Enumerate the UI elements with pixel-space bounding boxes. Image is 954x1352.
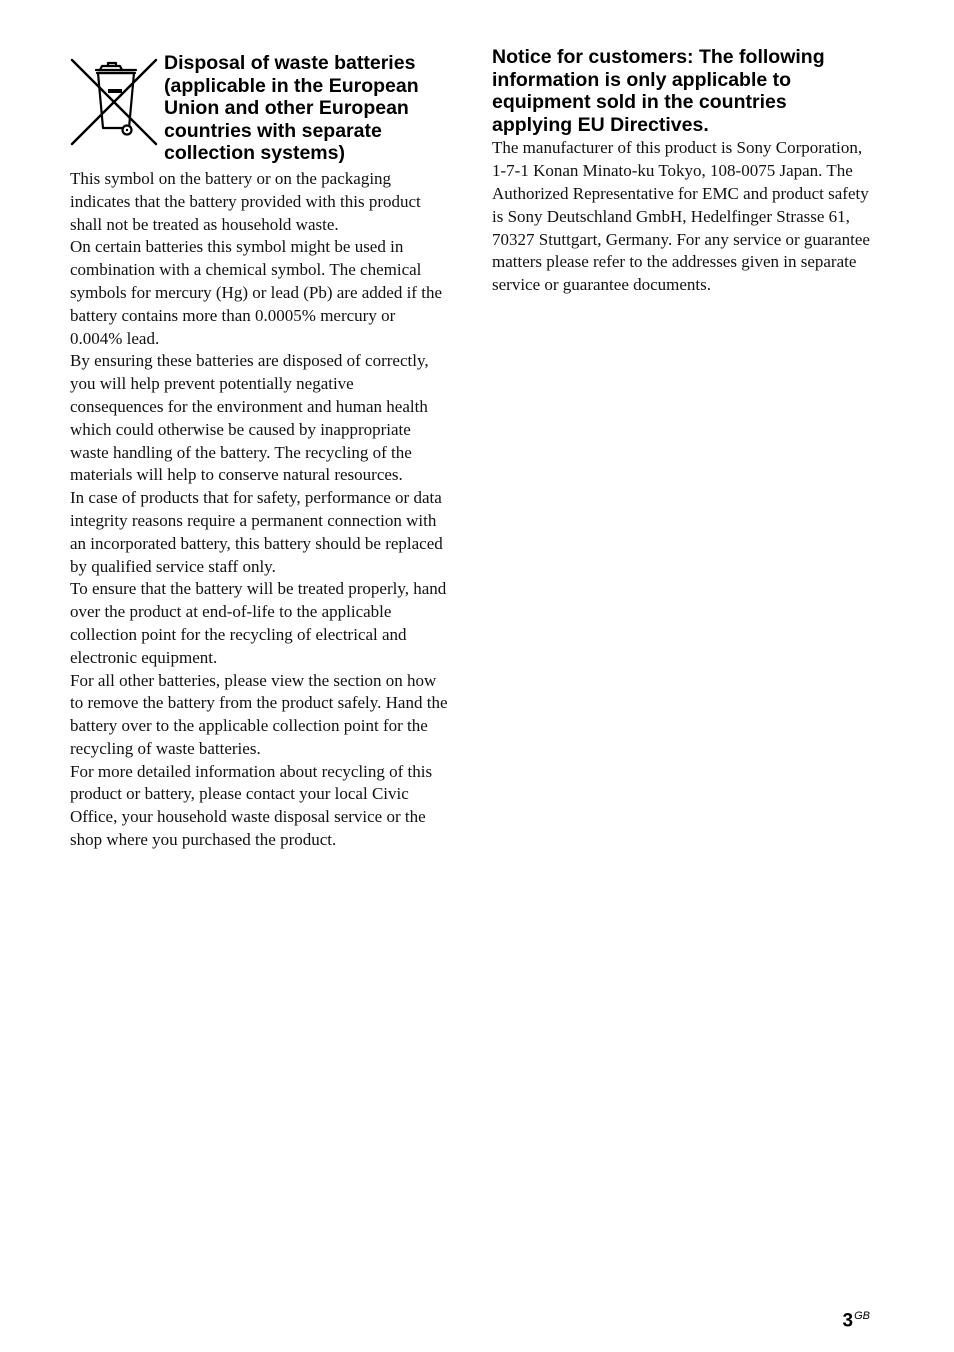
eu-directives-notice-heading: Notice for customers: The following information is only applicable to equipment sold in the countries applying EU Directives. [492, 46, 825, 136]
paragraph: For all other batteries, please view the section on how to remove the battery from the product safely. Hand the battery over to the applicable collection point for the recycling of waste batteries. [70, 670, 448, 758]
page-number-value: 3 [842, 1310, 854, 1332]
paragraph: In case of products that for safety, performance or data integrity reasons require a permanent connection with an incorporated battery, this battery should be replaced by qualified service staff only. [70, 488, 443, 576]
paragraph: The manufacturer of this product is Sony Corporation, 1-7-1 Konan Minato-ku Tokyo, 108-0075 Japan. The Authorized Representative for EMC and product safety is Sony Deutschland GmbH, Hedelfinger Strasse 61, 70327 Stuttgart, Germany. For any service or guarantee matters please refer to the addresses given in separate service or guarantee documents. [492, 138, 870, 295]
paragraph: For more detailed information about recycling of this product or battery, please contact your local Civic Office, your household waste disposal service or the shop where you purchased the product. [70, 761, 433, 850]
battery-disposal-heading: Disposal of waste batteries (applicable in the European Union and other European countries with separate collection systems) [164, 52, 419, 165]
crossed-out-wheelie-bin-icon [70, 56, 158, 148]
page-number [843, 1310, 870, 1332]
page-number-suffix: GB [854, 1310, 870, 1322]
battery-disposal-header [70, 52, 448, 165]
paragraph: By ensuring these batteries are disposed of correctly, you will help prevent potentially negative consequences for the environment and human health which could otherwise be caused by inappropriate waste handling of the battery. The recycling of the materials will help to conserve natural resources. [70, 351, 429, 485]
eu-directives-notice-section [492, 46, 872, 297]
battery-disposal-body [70, 168, 448, 852]
battery-disposal-section [70, 52, 448, 852]
paragraph: This symbol on the battery or on the packaging indicates that the battery provided with this product shall not be treated as household waste. [70, 168, 421, 234]
paragraph: To ensure that the battery will be treated properly, hand over the product at end-of-life to the applicable collection point for the recycling of electrical and electronic equipment. [70, 579, 447, 667]
paragraph: On certain batteries this symbol might be used in combination with a chemical symbol. The chemical symbols for mercury (Hg) or lead (Pb) are added if the battery contains more than 0.0005% mercury or 0.004% lead. [70, 237, 442, 348]
eu-directives-notice-body [492, 137, 872, 297]
